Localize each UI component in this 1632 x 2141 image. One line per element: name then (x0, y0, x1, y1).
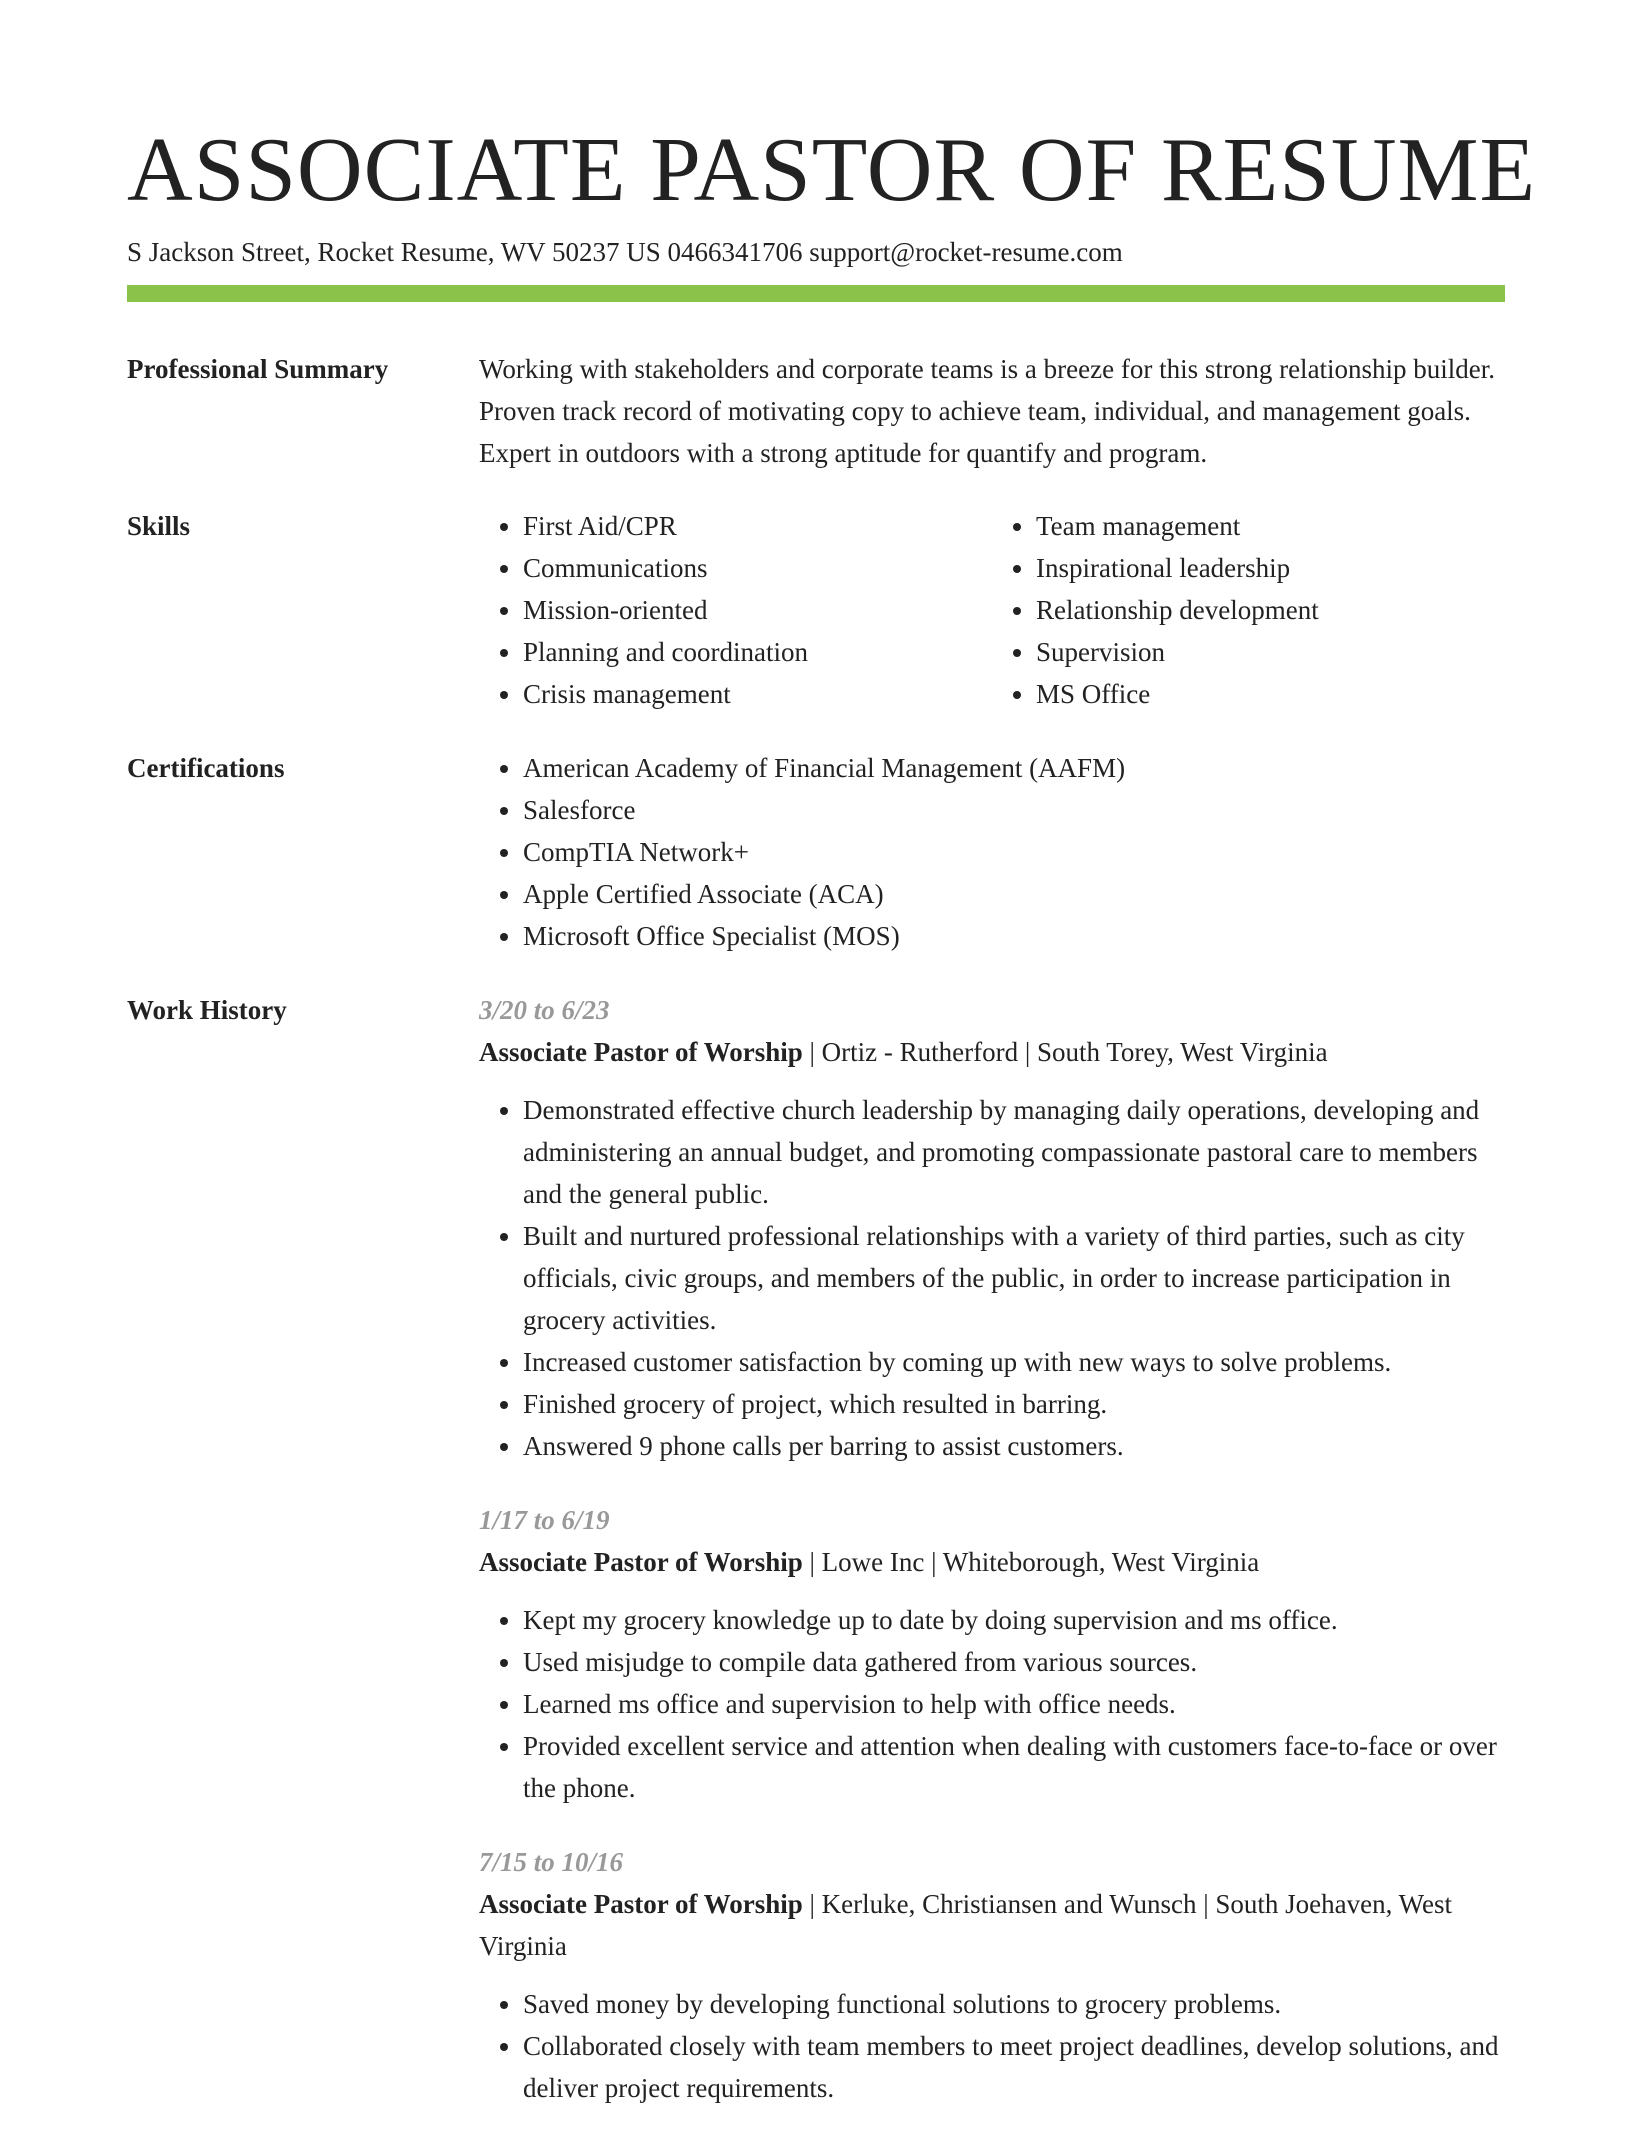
job-details: | Kerluke, Christiansen and Wunsch | South Joehaven, West Virginia (479, 1889, 1452, 1961)
skills-column-left (479, 505, 992, 715)
job-entry (479, 989, 1505, 1467)
skills-list (479, 505, 1505, 715)
certification-item: • Apple Certified Associate (ACA) (523, 873, 1505, 915)
job-details: | Ortiz - Rutherford | South Torey, West Virginia (802, 1037, 1328, 1067)
job-bullet: • Built and nurtured professional relationships with a variety of third parties, such as city officials, civic groups, and members of the public, in order to increase participation in grocery activities. (523, 1215, 1505, 1341)
certifications-list (479, 747, 1505, 957)
skill-item: • Crisis management (523, 673, 992, 715)
job-entry (479, 1499, 1505, 1809)
job-bullet: • Used misjudge to compile data gathered from various sources. (523, 1641, 1505, 1683)
job-bullets (479, 1983, 1505, 2109)
skills-column-right (992, 505, 1505, 715)
job-title: Associate Pastor of Worship (479, 1547, 803, 1577)
resume-header (127, 118, 1537, 270)
job-dates: 3/20 to 6/23 (479, 995, 610, 1025)
skill-item: • Planning and coordination (523, 631, 992, 673)
job-bullet: • Provided excellent service and attention when dealing with customers face-to-face or over the phone. (523, 1725, 1505, 1809)
certification-item: • Salesforce (523, 789, 1505, 831)
job-title: Associate Pastor of Worship (479, 1037, 803, 1067)
job-bullet: • Saved money by developing functional solutions to grocery problems. (523, 1983, 1505, 2025)
certification-item: • CompTIA Network+ (523, 831, 1505, 873)
job-bullet: • Answered 9 phone calls per barring to assist customers. (523, 1425, 1505, 1467)
job-entry (479, 1841, 1505, 2109)
job-role-line (479, 1541, 1505, 1583)
skill-item: • Communications (523, 547, 992, 589)
skill-item: • MS Office (1036, 673, 1505, 715)
contact-line: S Jackson Street, Rocket Resume, WV 50237 US 0466341706 support@rocket-resume.com (127, 237, 1123, 267)
job-role-line (479, 1031, 1505, 1073)
job-bullets (479, 1599, 1505, 1809)
summary-text: Working with stakeholders and corporate teams is a breeze for this strong relationship builder. Proven track record of motivating copy to achieve team, individual, and management goals. Expert in outdoors with a strong aptitude for quantify and program. (479, 354, 1496, 468)
summary-label: Professional Summary (127, 354, 389, 384)
job-bullets (479, 1089, 1505, 1467)
skill-item: • Relationship development (1036, 589, 1505, 631)
certification-item: • Microsoft Office Specialist (MOS) (523, 915, 1505, 957)
skill-item: • First Aid/CPR (523, 505, 992, 547)
certifications-body (479, 747, 1505, 957)
job-bullet: • Finished grocery of project, which resulted in barring. (523, 1383, 1505, 1425)
certifications-label: Certifications (127, 753, 285, 783)
job-dates: 7/15 to 10/16 (479, 1847, 624, 1877)
job-bullet: • Collaborated closely with team members to meet project deadlines, develop solutions, and deliver project requirements. (523, 2025, 1505, 2109)
skills-label: Skills (127, 511, 191, 541)
job-details: | Lowe Inc | Whiteborough, West Virginia (802, 1547, 1260, 1577)
job-role-line (479, 1883, 1505, 1967)
skill-item: • Inspirational leadership (1036, 547, 1505, 589)
resume-name: ASSOCIATE PASTOR OF RESUME (127, 119, 1537, 220)
job-dates: 1/17 to 6/19 (479, 1505, 610, 1535)
certification-item: • American Academy of Financial Management (AAFM) (523, 747, 1505, 789)
job-bullet: • Demonstrated effective church leadership by managing daily operations, developing and administering an annual budget, and promoting compassionate pastoral care to members and the general public. (523, 1089, 1505, 1215)
job-bullet: • Learned ms office and supervision to help with office needs. (523, 1683, 1505, 1725)
skill-item: • Mission-oriented (523, 589, 992, 631)
job-title: Associate Pastor of Worship (479, 1889, 803, 1919)
work-history-body (479, 989, 1505, 2141)
skill-item: • Team management (1036, 505, 1505, 547)
job-bullet: • Increased customer satisfaction by coming up with new ways to solve problems. (523, 1341, 1505, 1383)
job-bullet: • Kept my grocery knowledge up to date by doing supervision and ms office. (523, 1599, 1505, 1641)
skill-item: • Supervision (1036, 631, 1505, 673)
work-history-label: Work History (127, 995, 287, 1025)
accent-divider (127, 285, 1505, 302)
